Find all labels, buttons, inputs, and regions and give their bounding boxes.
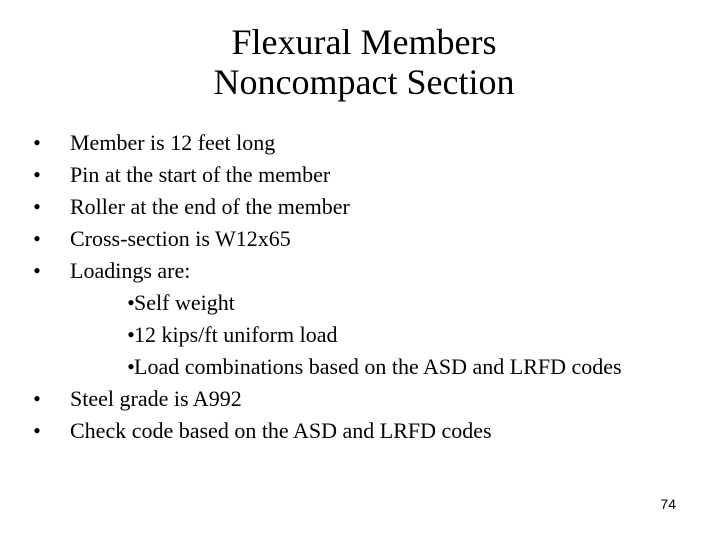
sub-bullet-item xyxy=(0,319,720,351)
bullet-item xyxy=(0,415,720,447)
bullet-list xyxy=(0,127,720,447)
bullet-item xyxy=(0,159,720,191)
sub-bullet-dot: • xyxy=(127,354,135,379)
sub-bullet-dot: • xyxy=(127,290,135,315)
bullet-text: Steel grade is A992 xyxy=(70,386,242,411)
bullet-dot: • xyxy=(33,418,41,443)
slide-title xyxy=(0,22,720,102)
bullet-text: Member is 12 feet long xyxy=(70,130,276,155)
title-line-2: Noncompact Section xyxy=(213,62,515,102)
bullet-dot: • xyxy=(33,162,41,187)
sub-bullet-text: 12 kips/ft uniform load xyxy=(134,322,338,347)
bullet-dot: • xyxy=(33,258,41,283)
title-line-1: Flexural Members xyxy=(231,22,497,62)
sub-bullet-item xyxy=(0,287,720,319)
bullet-item xyxy=(0,223,720,255)
sub-bullet-text: Load combinations based on the ASD and LRFD codes xyxy=(134,354,622,379)
bullet-dot: • xyxy=(33,194,41,219)
sub-bullet-item xyxy=(0,351,720,383)
bullet-text: Pin at the start of the member xyxy=(70,162,331,187)
bullet-item xyxy=(0,255,720,287)
bullet-item xyxy=(0,191,720,223)
bullet-item xyxy=(0,127,720,159)
bullet-text: Roller at the end of the member xyxy=(70,194,350,219)
sub-bullet-text: Self weight xyxy=(134,290,235,315)
bullet-item xyxy=(0,383,720,415)
page-number: 74 xyxy=(660,496,676,512)
sub-bullet-dot: • xyxy=(127,322,135,347)
bullet-dot: • xyxy=(33,130,41,155)
bullet-dot: • xyxy=(33,386,41,411)
bullet-dot: • xyxy=(33,226,41,251)
bullet-text: Check code based on the ASD and LRFD codes xyxy=(70,418,492,443)
bullet-text: Loadings are: xyxy=(70,258,191,283)
bullet-text: Cross-section is W12x65 xyxy=(70,226,291,251)
